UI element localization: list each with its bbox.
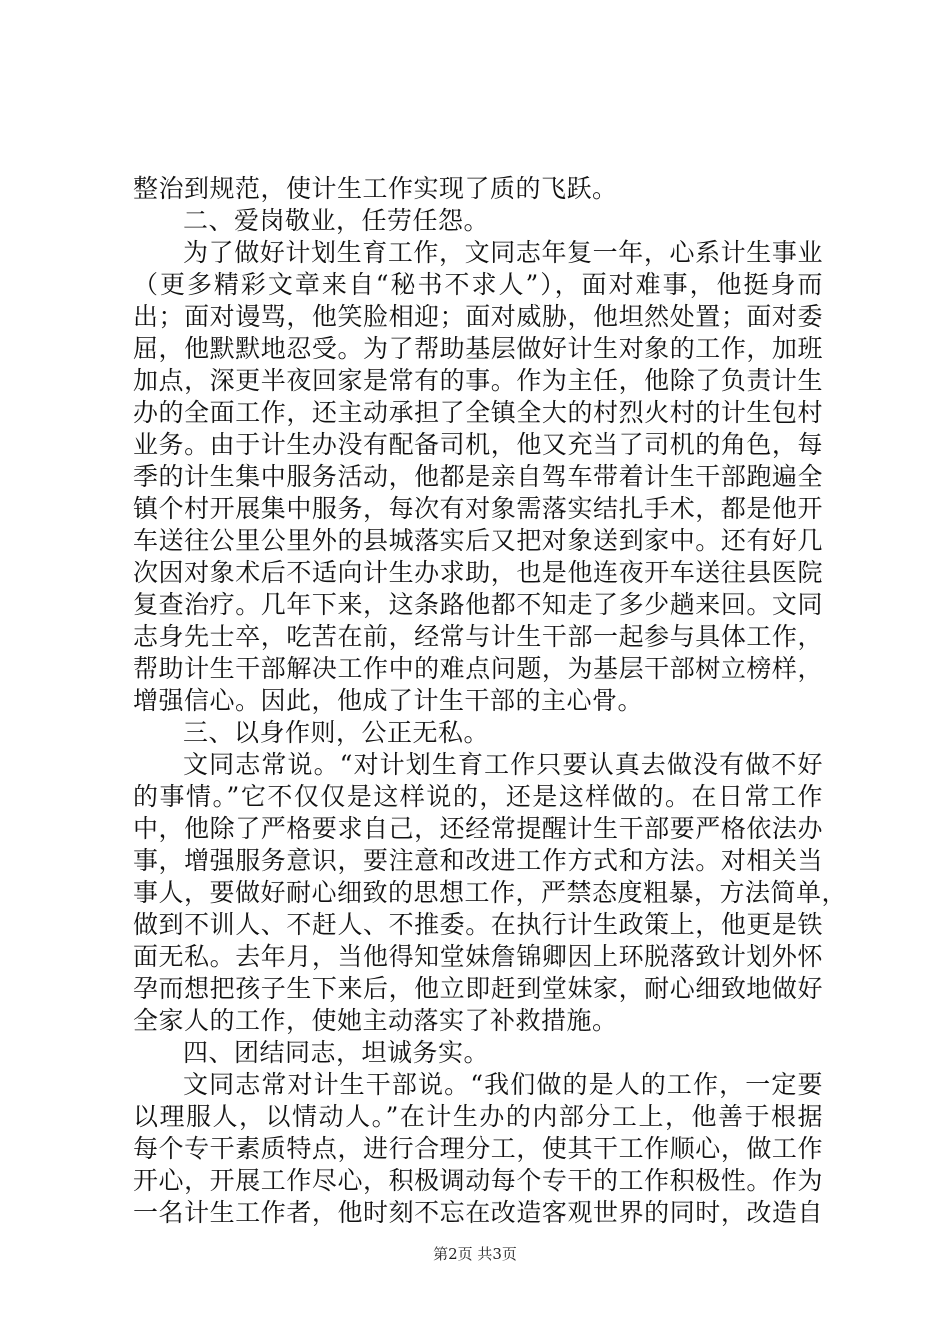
text-line: 文同志常说。“对计划生育工作只要认真去做没有做不好 [183,750,823,779]
text-line: 文同志常对计生干部说。“我们做的是人的工作，一定要 [183,1070,823,1099]
text-line: 每个专干素质特点，进行合理分工，使其干工作顺心，做工作 [133,1134,823,1163]
section-heading: 三、以身作则，公正无私。 [183,718,490,747]
text-line: 以理服人，以情动人。”在计生办的内部分工上，他善于根据 [133,1102,823,1131]
text-line: （更多精彩文章来自“秘书不求人”），面对难事，他挺身而 [133,270,823,299]
text-line: 面无私。去年月，当他得知堂妹詹锦卿因上环脱落致计划外怀 [133,942,823,971]
text-line: 做到不训人、不赶人、不推委。在执行计生政策上，他更是铁 [133,910,823,939]
text-line: 业务。由于计生办没有配备司机，他又充当了司机的角色，每 [133,430,823,459]
text-line: 全家人的工作，使她主动落实了补救措施。 [133,1006,618,1035]
text-line: 加点，深更半夜回家是常有的事。作为主任，他除了负责计生 [133,366,823,395]
text-line: 孕而想把孩子生下来后，他立即赶到堂妹家，耐心细致地做好 [133,974,823,1003]
text-line: 的事情。”它不仅仅是这样说的，还是这样做的。在日常工作 [133,782,823,811]
text-line: 办的全面工作，还主动承担了全镇全大的村烈火村的计生包村 [133,398,823,427]
text-line: 增强信心。因此，他成了计生干部的主心骨。 [133,686,644,715]
text-line: 事人，要做好耐心细致的思想工作，严禁态度粗暴，方法简单， [133,878,848,907]
text-line: 中，他除了严格要求自己，还经常提醒计生干部要严格依法办 [133,814,823,843]
text-line: 整治到规范，使计生工作实现了质的飞跃。 [133,174,618,203]
text-line: 季的计生集中服务活动，他都是亲自驾车带着计生干部跑遍全 [133,462,823,491]
text-line: 一名计生工作者，他时刻不忘在改造客观世界的同时，改造自 [133,1198,823,1227]
page-number-footer: 第2页 共3页 [433,1245,517,1263]
section-heading: 四、团结同志，坦诚务实。 [183,1038,490,1067]
text-line: 车送往公里公里外的县城落实后又把对象送到家中。还有好几 [133,526,823,555]
text-line: 事，增强服务意识，要注意和改进工作方式和方法。对相关当 [133,846,823,875]
text-line: 屈，他默默地忍受。为了帮助基层做好计生对象的工作，加班 [133,334,823,363]
text-line: 次因对象术后不适向计生办求助，也是他连夜开车送往县医院 [133,558,823,587]
text-line: 镇个村开展集中服务，每次有对象需落实结扎手术，都是他开 [133,494,823,523]
text-line: 开心，开展工作尽心，积极调动每个专干的工作积极性。作为 [133,1166,823,1195]
text-line: 帮助计生干部解决工作中的难点问题，为基层干部树立榜样， [133,654,823,683]
text-line: 复查治疗。几年下来，这条路他都不知走了多少趟来回。文同 [133,590,823,619]
text-line: 志身先士卒，吃苦在前，经常与计生干部一起参与具体工作， [133,622,823,651]
section-heading: 二、爱岗敬业，任劳任怨。 [183,206,490,235]
text-line: 为了做好计划生育工作，文同志年复一年，心系计生事业 [183,238,823,267]
text-line: 出；面对谩骂，他笑脸相迎；面对威胁，他坦然处置；面对委 [133,302,823,331]
